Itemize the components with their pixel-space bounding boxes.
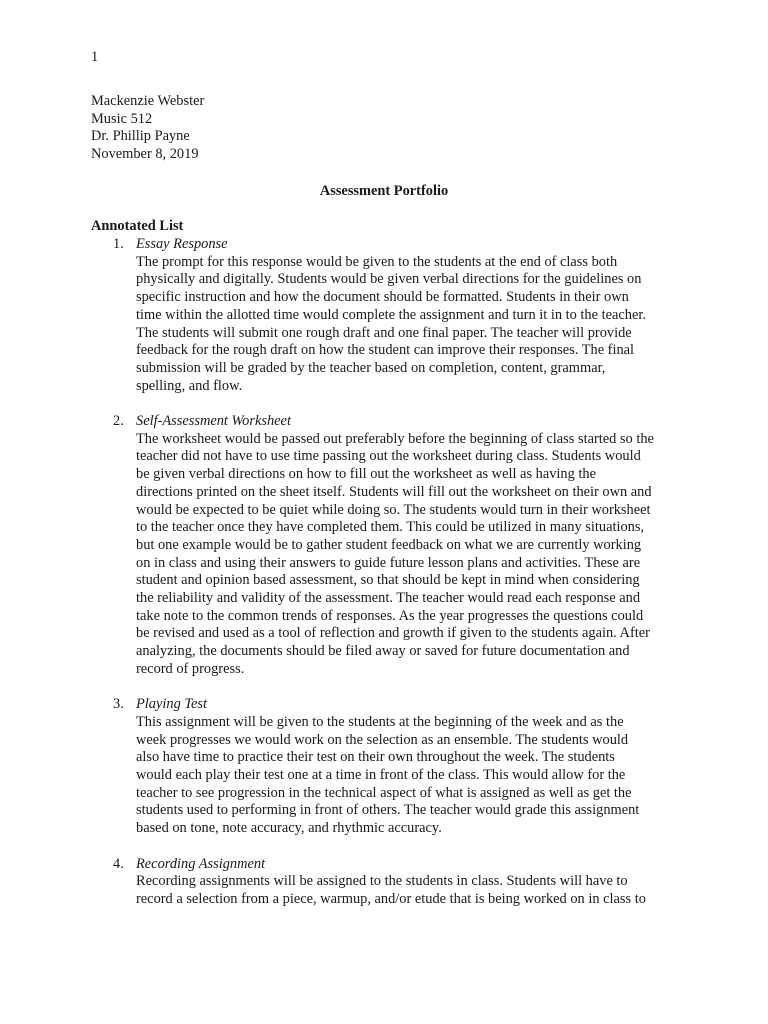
- body-text-line: The prompt for this response would be given to the students at the end of class both: [136, 253, 618, 270]
- author-name: Mackenzie Webster: [91, 93, 205, 109]
- body-text-line: the reliability and validity of the assessment. The teacher would read each response and: [136, 590, 641, 607]
- body-text-line: The worksheet would be passed out preferably before the beginning of class started so the: [136, 430, 654, 447]
- list-item-number: 3.: [113, 696, 124, 713]
- body-text-line: analyzing, the documents should be filed away or saved for future documentation and: [136, 643, 630, 660]
- body-text-line: spelling, and flow.: [136, 377, 243, 394]
- body-text-line: week progresses we would work on the selection as an ensemble. The students would: [136, 731, 629, 748]
- section-heading: Annotated List: [91, 218, 184, 234]
- body-text-line: students used to performing in front of others. The teacher would grade this assignment: [136, 802, 640, 819]
- document-title: Assessment Portfolio: [319, 183, 449, 199]
- page-number: 1: [91, 49, 99, 65]
- body-text-line: specific instruction and how the document should be formatted. Students in their own: [136, 289, 629, 306]
- body-text-line: student and opinion based assessment, so that should be kept in mind when considering: [136, 572, 640, 589]
- body-text-line: time within the allotted time would complete the assignment and turn it in to the teacher.: [136, 306, 646, 323]
- list-item-title: Essay Response: [136, 236, 228, 252]
- body-text-line: be given verbal directions on how to fill out the worksheet as well as having the: [136, 466, 596, 483]
- body-text-line: on in class and using their answers to guide future lesson plans and activities. These are: [136, 554, 641, 571]
- body-text-line: teacher did not have to use time passing out the worksheet during class. Students would: [136, 448, 641, 465]
- course-name: Music 512: [91, 110, 153, 127]
- body-text-line: Recording assignments will be assigned to the students in class. Students will have to: [136, 873, 628, 890]
- list-item-number: 4.: [113, 855, 124, 872]
- body-text-line: would be expected to be quiet while doing so. The students would turn in their worksheet: [136, 501, 651, 518]
- instructor-name: Dr. Phillip Payne: [91, 128, 190, 145]
- body-text-line: record of progress.: [136, 660, 245, 677]
- list-item-body: [136, 431, 691, 679]
- list-item-number: 1.: [113, 236, 124, 252]
- list-item-body: [136, 714, 691, 838]
- list-item-title: Playing Test: [136, 696, 208, 713]
- body-text-line: to the teacher once they have completed them. This could be utilized in many situations,: [136, 519, 645, 536]
- list-item-body: [136, 873, 691, 908]
- body-text-line: would each play their test one at a time in front of the class. This would allow for the: [136, 767, 626, 784]
- body-text-line: directions printed on the sheet itself. Students will fill out the worksheet on their own and: [136, 483, 652, 500]
- body-text-line: based on tone, note accuracy, and rhythmic accuracy.: [136, 820, 442, 837]
- body-text-line: record a selection from a piece, warmup, and/or etude that is being worked on in class to: [136, 890, 646, 907]
- body-text-line: but one example would be to gather student feedback on what we are currently working: [136, 536, 642, 553]
- body-text-line: be revised and used as a tool of reflection and growth if given to the students again. After: [136, 625, 650, 642]
- document-date: November 8, 2019: [91, 146, 199, 163]
- list-item-title: Self-Assessment Worksheet: [136, 413, 291, 430]
- body-text-line: teacher to see progression in the technical aspect of what is assigned as well as get the: [136, 784, 632, 801]
- body-text-line: take note to the common trends of responses. As the year progresses the questions could: [136, 607, 644, 624]
- list-item-body: [136, 254, 691, 396]
- list-item: [91, 696, 691, 838]
- body-text-line: The students will submit one rough draft and one final paper. The teacher will provide: [136, 324, 632, 341]
- list-item: [91, 856, 691, 909]
- body-text-line: also have time to practice their test on their own throughout the week. The students: [136, 749, 615, 766]
- body-text-line: physically and digitally. Students would be given verbal directions for the guidelines on: [136, 271, 642, 288]
- list-item: [91, 413, 691, 679]
- document-header: [91, 93, 204, 164]
- body-text-line: This assignment will be given to the students at the beginning of the week and as the: [136, 713, 624, 730]
- body-text-line: submission will be graded by the teacher based on completion, content, grammar,: [136, 359, 606, 376]
- body-text-line: feedback for the rough draft on how the student can improve their responses. The final: [136, 342, 635, 359]
- list-item-title: Recording Assignment: [136, 855, 266, 872]
- list-item-number: 2.: [113, 413, 124, 430]
- list-item: [91, 236, 691, 395]
- annotated-list: [91, 236, 691, 926]
